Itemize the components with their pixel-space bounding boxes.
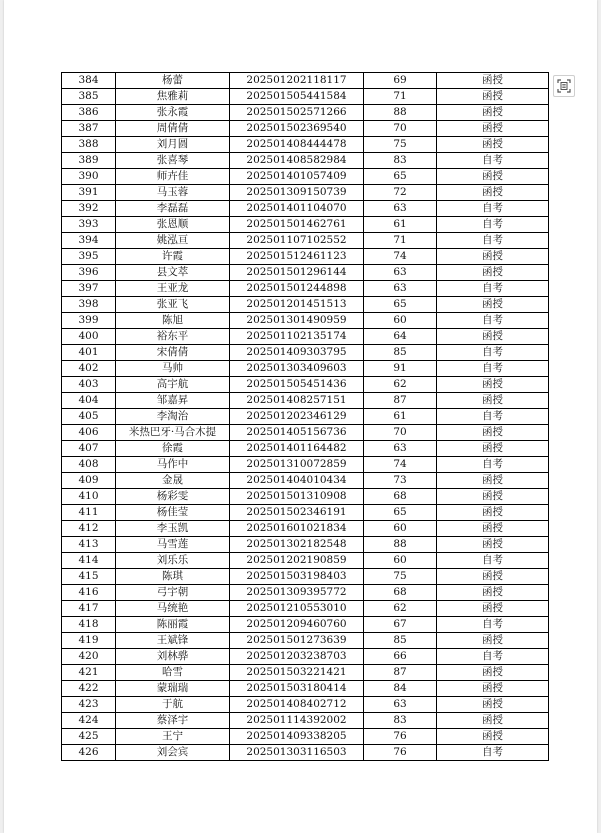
row-number-cell: 412 xyxy=(62,521,116,537)
study-type-cell: 函授 xyxy=(437,681,549,697)
student-id-cell: 202501303116503 xyxy=(230,745,364,761)
student-id-cell: 202501501462761 xyxy=(230,217,364,233)
student-id-cell: 202501203238703 xyxy=(230,649,364,665)
row-number-cell: 408 xyxy=(62,457,116,473)
study-type-cell: 自考 xyxy=(437,553,549,569)
student-name-cell: 徐霞 xyxy=(116,441,230,457)
student-id-cell: 202501107102552 xyxy=(230,233,364,249)
student-name-cell: 马玉蓉 xyxy=(116,185,230,201)
score-cell: 75 xyxy=(364,569,437,585)
score-table xyxy=(61,72,549,761)
score-cell: 70 xyxy=(364,425,437,441)
score-cell: 88 xyxy=(364,537,437,553)
student-name-cell: 刘林骅 xyxy=(116,649,230,665)
study-type-cell: 自考 xyxy=(437,345,549,361)
row-number-cell: 390 xyxy=(62,169,116,185)
row-number-cell: 425 xyxy=(62,729,116,745)
row-number-cell: 385 xyxy=(62,89,116,105)
student-name-cell: 焦雅莉 xyxy=(116,89,230,105)
student-name-cell: 邹嘉昇 xyxy=(116,393,230,409)
student-name-cell: 宋倩倩 xyxy=(116,345,230,361)
student-name-cell: 王宁 xyxy=(116,729,230,745)
student-name-cell: 王斌锋 xyxy=(116,633,230,649)
table-row xyxy=(62,409,549,425)
score-table-body xyxy=(62,73,549,761)
row-number-cell: 418 xyxy=(62,617,116,633)
row-number-cell: 400 xyxy=(62,329,116,345)
study-type-cell: 函授 xyxy=(437,329,549,345)
study-type-cell: 函授 xyxy=(437,489,549,505)
score-cell: 74 xyxy=(364,249,437,265)
study-type-cell: 自考 xyxy=(437,409,549,425)
student-id-cell: 202501409303795 xyxy=(230,345,364,361)
score-cell: 69 xyxy=(364,73,437,89)
row-number-cell: 395 xyxy=(62,249,116,265)
student-id-cell: 202501501244898 xyxy=(230,281,364,297)
study-type-cell: 自考 xyxy=(437,201,549,217)
score-cell: 63 xyxy=(364,281,437,297)
score-cell: 87 xyxy=(364,665,437,681)
table-row xyxy=(62,553,549,569)
student-name-cell: 周倩倩 xyxy=(116,121,230,137)
student-name-cell: 李磊磊 xyxy=(116,201,230,217)
study-type-cell: 函授 xyxy=(437,169,549,185)
student-name-cell: 高宇航 xyxy=(116,377,230,393)
student-name-cell: 杨佳莹 xyxy=(116,505,230,521)
table-row xyxy=(62,697,549,713)
row-number-cell: 423 xyxy=(62,697,116,713)
student-id-cell: 202501501310908 xyxy=(230,489,364,505)
student-id-cell: 202501408402712 xyxy=(230,697,364,713)
student-name-cell: 李淘治 xyxy=(116,409,230,425)
student-name-cell: 哈雪 xyxy=(116,665,230,681)
study-type-cell: 自考 xyxy=(437,361,549,377)
table-row xyxy=(62,649,549,665)
student-name-cell: 马雪莲 xyxy=(116,537,230,553)
score-cell: 85 xyxy=(364,633,437,649)
student-name-cell: 裕东平 xyxy=(116,329,230,345)
table-row xyxy=(62,489,549,505)
student-id-cell: 202501404010434 xyxy=(230,473,364,489)
score-cell: 76 xyxy=(364,729,437,745)
row-number-cell: 422 xyxy=(62,681,116,697)
row-number-cell: 398 xyxy=(62,297,116,313)
study-type-cell: 函授 xyxy=(437,537,549,553)
student-id-cell: 202501202118117 xyxy=(230,73,364,89)
row-number-cell: 387 xyxy=(62,121,116,137)
student-name-cell: 马作中 xyxy=(116,457,230,473)
student-name-cell: 弓宇朝 xyxy=(116,585,230,601)
score-cell: 75 xyxy=(364,137,437,153)
score-cell: 83 xyxy=(364,153,437,169)
student-name-cell: 杨蕾 xyxy=(116,73,230,89)
score-cell: 62 xyxy=(364,601,437,617)
score-cell: 63 xyxy=(364,265,437,281)
student-id-cell: 202501201451513 xyxy=(230,297,364,313)
student-name-cell: 刘乐乐 xyxy=(116,553,230,569)
row-number-cell: 393 xyxy=(62,217,116,233)
student-id-cell: 202501505441584 xyxy=(230,89,364,105)
study-type-cell: 自考 xyxy=(437,217,549,233)
row-number-cell: 419 xyxy=(62,633,116,649)
table-row xyxy=(62,185,549,201)
row-number-cell: 388 xyxy=(62,137,116,153)
table-row xyxy=(62,585,549,601)
score-cell: 87 xyxy=(364,393,437,409)
study-type-cell: 函授 xyxy=(437,377,549,393)
table-row xyxy=(62,73,549,89)
student-id-cell: 202501209460760 xyxy=(230,617,364,633)
student-id-cell: 202501502571266 xyxy=(230,105,364,121)
study-type-cell: 函授 xyxy=(437,665,549,681)
row-number-cell: 424 xyxy=(62,713,116,729)
study-type-cell: 函授 xyxy=(437,393,549,409)
table-row xyxy=(62,329,549,345)
study-type-cell: 函授 xyxy=(437,697,549,713)
score-cell: 62 xyxy=(364,377,437,393)
student-id-cell: 202501503198403 xyxy=(230,569,364,585)
student-name-cell: 蔡泽宇 xyxy=(116,713,230,729)
study-type-cell: 函授 xyxy=(437,521,549,537)
score-cell: 60 xyxy=(364,521,437,537)
score-cell: 63 xyxy=(364,697,437,713)
student-name-cell: 张永霞 xyxy=(116,105,230,121)
student-id-cell: 202501405156736 xyxy=(230,425,364,441)
study-type-cell: 函授 xyxy=(437,473,549,489)
table-row xyxy=(62,441,549,457)
table-row xyxy=(62,601,549,617)
student-id-cell: 202501310072859 xyxy=(230,457,364,473)
scan-button[interactable] xyxy=(553,75,575,97)
student-name-cell: 于航 xyxy=(116,697,230,713)
table-row xyxy=(62,457,549,473)
table-row xyxy=(62,249,549,265)
student-name-cell: 蒙瑞瑞 xyxy=(116,681,230,697)
score-cell: 73 xyxy=(364,473,437,489)
study-type-cell: 函授 xyxy=(437,265,549,281)
study-type-cell: 函授 xyxy=(437,585,549,601)
score-cell: 65 xyxy=(364,297,437,313)
study-type-cell: 函授 xyxy=(437,89,549,105)
score-cell: 71 xyxy=(364,89,437,105)
student-name-cell: 陈丽霞 xyxy=(116,617,230,633)
student-id-cell: 202501401057409 xyxy=(230,169,364,185)
student-name-cell: 张亚飞 xyxy=(116,297,230,313)
student-id-cell: 202501601021834 xyxy=(230,521,364,537)
student-name-cell: 马统艳 xyxy=(116,601,230,617)
table-row xyxy=(62,201,549,217)
student-name-cell: 师卉佳 xyxy=(116,169,230,185)
row-number-cell: 406 xyxy=(62,425,116,441)
row-number-cell: 417 xyxy=(62,601,116,617)
row-number-cell: 416 xyxy=(62,585,116,601)
student-id-cell: 202501502369540 xyxy=(230,121,364,137)
student-id-cell: 202501202190859 xyxy=(230,553,364,569)
score-cell: 60 xyxy=(364,313,437,329)
score-cell: 61 xyxy=(364,409,437,425)
document-scan-icon xyxy=(557,79,571,93)
student-name-cell: 张喜琴 xyxy=(116,153,230,169)
row-number-cell: 401 xyxy=(62,345,116,361)
student-id-cell: 202501401104070 xyxy=(230,201,364,217)
table-row xyxy=(62,617,549,633)
row-number-cell: 421 xyxy=(62,665,116,681)
score-cell: 91 xyxy=(364,361,437,377)
row-number-cell: 394 xyxy=(62,233,116,249)
student-name-cell: 县文萃 xyxy=(116,265,230,281)
score-cell: 65 xyxy=(364,505,437,521)
study-type-cell: 函授 xyxy=(437,249,549,265)
student-id-cell: 202501302182548 xyxy=(230,537,364,553)
score-cell: 71 xyxy=(364,233,437,249)
row-number-cell: 405 xyxy=(62,409,116,425)
student-id-cell: 202501512461123 xyxy=(230,249,364,265)
score-cell: 65 xyxy=(364,169,437,185)
document-page xyxy=(4,0,597,833)
table-row xyxy=(62,345,549,361)
student-name-cell: 姚泓亘 xyxy=(116,233,230,249)
table-row xyxy=(62,425,549,441)
table-row xyxy=(62,233,549,249)
score-cell: 68 xyxy=(364,489,437,505)
table-row xyxy=(62,217,549,233)
student-id-cell: 202501202346129 xyxy=(230,409,364,425)
study-type-cell: 自考 xyxy=(437,233,549,249)
table-row xyxy=(62,297,549,313)
student-name-cell: 陈琪 xyxy=(116,569,230,585)
score-cell: 64 xyxy=(364,329,437,345)
row-number-cell: 397 xyxy=(62,281,116,297)
student-name-cell: 刘会宾 xyxy=(116,745,230,761)
student-name-cell: 金晟 xyxy=(116,473,230,489)
study-type-cell: 函授 xyxy=(437,105,549,121)
study-type-cell: 自考 xyxy=(437,281,549,297)
table-row xyxy=(62,633,549,649)
table-row xyxy=(62,377,549,393)
study-type-cell: 自考 xyxy=(437,313,549,329)
table-row xyxy=(62,569,549,585)
row-number-cell: 414 xyxy=(62,553,116,569)
score-cell: 61 xyxy=(364,217,437,233)
table-row xyxy=(62,105,549,121)
table-row xyxy=(62,521,549,537)
table-row xyxy=(62,729,549,745)
row-number-cell: 389 xyxy=(62,153,116,169)
table-row xyxy=(62,265,549,281)
row-number-cell: 426 xyxy=(62,745,116,761)
row-number-cell: 415 xyxy=(62,569,116,585)
score-cell: 84 xyxy=(364,681,437,697)
student-id-cell: 202501409338205 xyxy=(230,729,364,745)
student-name-cell: 马帅 xyxy=(116,361,230,377)
table-row xyxy=(62,137,549,153)
row-number-cell: 392 xyxy=(62,201,116,217)
row-number-cell: 404 xyxy=(62,393,116,409)
student-id-cell: 202501408582984 xyxy=(230,153,364,169)
study-type-cell: 自考 xyxy=(437,457,549,473)
student-name-cell: 杨彩雯 xyxy=(116,489,230,505)
student-name-cell: 许霞 xyxy=(116,249,230,265)
student-id-cell: 202501501296144 xyxy=(230,265,364,281)
study-type-cell: 函授 xyxy=(437,633,549,649)
table-row xyxy=(62,281,549,297)
study-type-cell: 函授 xyxy=(437,601,549,617)
table-row xyxy=(62,745,549,761)
study-type-cell: 函授 xyxy=(437,297,549,313)
study-type-cell: 函授 xyxy=(437,713,549,729)
table-row xyxy=(62,313,549,329)
score-cell: 60 xyxy=(364,553,437,569)
score-cell: 68 xyxy=(364,585,437,601)
table-row xyxy=(62,393,549,409)
student-id-cell: 202501408444478 xyxy=(230,137,364,153)
score-cell: 67 xyxy=(364,617,437,633)
table-row xyxy=(62,473,549,489)
study-type-cell: 函授 xyxy=(437,121,549,137)
study-type-cell: 函授 xyxy=(437,441,549,457)
row-number-cell: 411 xyxy=(62,505,116,521)
student-name-cell: 李玉凯 xyxy=(116,521,230,537)
student-id-cell: 202501303409603 xyxy=(230,361,364,377)
student-id-cell: 202501408257151 xyxy=(230,393,364,409)
row-number-cell: 396 xyxy=(62,265,116,281)
score-cell: 63 xyxy=(364,441,437,457)
student-name-cell: 王亚龙 xyxy=(116,281,230,297)
student-id-cell: 202501114392002 xyxy=(230,713,364,729)
study-type-cell: 自考 xyxy=(437,649,549,665)
study-type-cell: 函授 xyxy=(437,425,549,441)
table-row xyxy=(62,169,549,185)
score-cell: 66 xyxy=(364,649,437,665)
student-id-cell: 202501309150739 xyxy=(230,185,364,201)
row-number-cell: 386 xyxy=(62,105,116,121)
study-type-cell: 函授 xyxy=(437,569,549,585)
row-number-cell: 407 xyxy=(62,441,116,457)
table-row xyxy=(62,665,549,681)
student-id-cell: 202501309395772 xyxy=(230,585,364,601)
student-id-cell: 202501503180414 xyxy=(230,681,364,697)
row-number-cell: 384 xyxy=(62,73,116,89)
table-row xyxy=(62,89,549,105)
table-row xyxy=(62,505,549,521)
study-type-cell: 函授 xyxy=(437,505,549,521)
row-number-cell: 399 xyxy=(62,313,116,329)
table-row xyxy=(62,713,549,729)
study-type-cell: 自考 xyxy=(437,617,549,633)
table-row xyxy=(62,361,549,377)
study-type-cell: 函授 xyxy=(437,73,549,89)
row-number-cell: 409 xyxy=(62,473,116,489)
row-number-cell: 410 xyxy=(62,489,116,505)
student-id-cell: 202501210553010 xyxy=(230,601,364,617)
study-type-cell: 函授 xyxy=(437,137,549,153)
score-cell: 70 xyxy=(364,121,437,137)
student-name-cell: 陈旭 xyxy=(116,313,230,329)
score-cell: 72 xyxy=(364,185,437,201)
score-cell: 76 xyxy=(364,745,437,761)
study-type-cell: 自考 xyxy=(437,745,549,761)
student-id-cell: 202501505451436 xyxy=(230,377,364,393)
score-cell: 83 xyxy=(364,713,437,729)
score-cell: 63 xyxy=(364,201,437,217)
table-row xyxy=(62,121,549,137)
student-name-cell: 张恩顺 xyxy=(116,217,230,233)
row-number-cell: 402 xyxy=(62,361,116,377)
table-row xyxy=(62,681,549,697)
student-id-cell: 202501501273639 xyxy=(230,633,364,649)
row-number-cell: 403 xyxy=(62,377,116,393)
row-number-cell: 413 xyxy=(62,537,116,553)
student-id-cell: 202501502346191 xyxy=(230,505,364,521)
study-type-cell: 函授 xyxy=(437,729,549,745)
student-name-cell: 刘月圆 xyxy=(116,137,230,153)
study-type-cell: 函授 xyxy=(437,185,549,201)
score-cell: 85 xyxy=(364,345,437,361)
table-row xyxy=(62,153,549,169)
row-number-cell: 391 xyxy=(62,185,116,201)
table-row xyxy=(62,537,549,553)
score-cell: 74 xyxy=(364,457,437,473)
study-type-cell: 自考 xyxy=(437,153,549,169)
score-cell: 88 xyxy=(364,105,437,121)
student-name-cell: 米热巴牙·马合木提 xyxy=(116,425,230,441)
student-id-cell: 202501301490959 xyxy=(230,313,364,329)
student-id-cell: 202501401164482 xyxy=(230,441,364,457)
student-id-cell: 202501503221421 xyxy=(230,665,364,681)
row-number-cell: 420 xyxy=(62,649,116,665)
student-id-cell: 202501102135174 xyxy=(230,329,364,345)
